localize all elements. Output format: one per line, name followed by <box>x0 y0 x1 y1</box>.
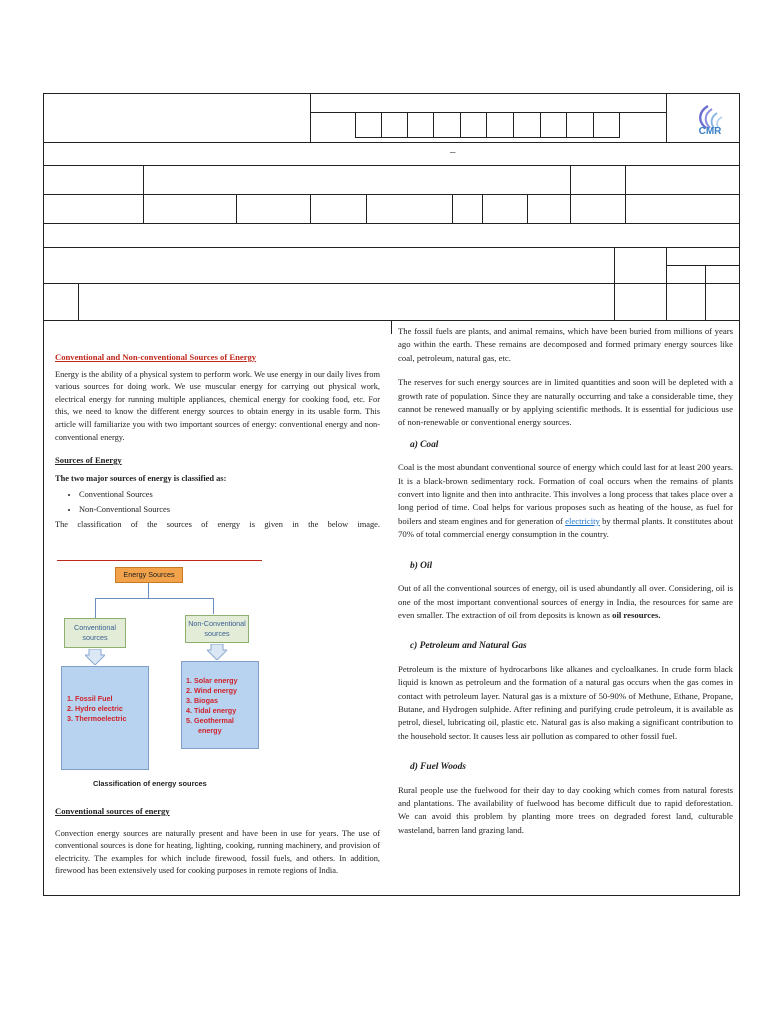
logo-text: CMR <box>698 126 722 137</box>
dash-mark: – <box>450 146 456 158</box>
sources-heading: Sources of Energy <box>55 455 122 466</box>
table-line <box>310 93 311 142</box>
table-line <box>355 137 620 138</box>
fuelwood-paragraph: Rural people use the fuelwood for their day to day cooking which comes from natural forests and plantations. The availability of fuelwood has become difficult due to rapid deforestation. We can avoid this problem by planting more trees on degraded forest land, culturable wasteland, barren land grazing land. <box>398 784 733 835</box>
fossil-paragraph: The fossil fuels are plants, and animal remains, which have been buried from millions of years ago within the earth. These remains are decomposed and formed primary energy sources like coal, petroleum, natural gas, etc. <box>398 326 733 363</box>
table-line <box>310 112 666 113</box>
conventional-heading: Conventional sources of energy <box>55 806 170 816</box>
table-line <box>78 283 79 320</box>
table-line <box>619 112 620 137</box>
table-line <box>666 247 667 320</box>
table-line <box>43 283 740 284</box>
non-conventional-list-box <box>181 661 259 749</box>
oil-paragraph: Out of all the conventional sources of energy, oil is used abundantly all over. Considering, oil is one of the most important conventional sources of energy in India, the resources for same are even smaller. The extraction of oil from deposits is known as oil resources. <box>398 583 733 620</box>
table-line <box>43 142 740 143</box>
table-line <box>614 247 615 320</box>
list-item: • Non-Conventional Sources <box>79 504 380 517</box>
connector <box>213 598 214 614</box>
connector <box>95 598 213 599</box>
sources-list <box>55 489 380 516</box>
table-line <box>43 247 740 248</box>
list-item: 3. Thermoelectric <box>67 714 127 723</box>
cmr-logo <box>684 102 736 142</box>
list-item: 3. Biogas <box>186 696 218 705</box>
list-item: energy <box>198 726 222 735</box>
diagram-top-rule <box>57 560 262 561</box>
table-line <box>460 112 461 137</box>
reserves-paragraph: The reserves for such energy sources are in limited quantities and soon will be depleted with a growth rate of population. Since they are naturally occurring and take a considerable time, they cannot be renewed manually or by applying scientific methods. It is essential for judicious use of non-renewable or conventional energy sources. <box>398 377 733 428</box>
table-line <box>527 194 528 223</box>
list-item: 2. Wind energy <box>186 686 238 695</box>
non-conventional-box: Non-Conventional sources <box>185 615 249 643</box>
intro-paragraph: Energy is the ability of a physical system to perform work. We use energy in our daily lives from various sources for doing work. We use muscular energy for carrying out physical work, electrical energy for running multiple appliances, chemical energy for cooking food, etc. For this, we need to know the different energy sources to obtain energy in its usable form. This article will familiarize you with two important sources of energy: conventional energy and non-conventional energy. <box>55 369 380 442</box>
conventional-section <box>55 805 380 878</box>
connector <box>148 583 149 599</box>
table-line <box>593 112 594 137</box>
table-line <box>666 265 740 266</box>
section-title: Conventional and Non-conventional Sources of Energy <box>55 352 257 362</box>
fuelwood-heading: d) Fuel Woods <box>410 762 466 773</box>
table-line <box>391 320 392 334</box>
list-item: 4. Tidal energy <box>186 706 237 715</box>
table-line <box>705 265 706 320</box>
table-line <box>381 112 382 137</box>
table-line <box>236 194 237 223</box>
oil-heading: b) Oil <box>410 560 433 571</box>
list-item: 1. Fossil Fuel <box>67 694 113 703</box>
list-item: 5. Geothermal <box>186 716 234 725</box>
table-line <box>355 112 356 137</box>
table-line <box>43 223 740 224</box>
table-line <box>540 112 541 137</box>
table-line <box>570 165 571 223</box>
electricity-link[interactable]: electricity <box>565 515 600 526</box>
classification-text: The classification of the sources of energy is given in the below image. <box>55 519 380 529</box>
conventional-paragraph: Convection energy sources are naturally present and have been in use for years. The use of conventional sources is done for heating, lighting, cooking, running machinery, and provision of electricity. The examples for which include firewood, fossil fuels, and others. In addition, firewood has been extensively used for cooking purposes in remote regions of India. <box>55 828 380 876</box>
table-line <box>625 165 626 223</box>
arrow-down-icon <box>207 644 227 660</box>
table-line <box>566 112 567 137</box>
coal-paragraph: Coal is the most abundant conventional source of energy which could last for at least 200 years. It is a black-brown sedimentary rock. Formation of coal occurs when the remains of plants convert into lignite and then into anthracite. This involves a long process that takes place over a long period of time. Coal helps for various proposes such as heating of the house, as fuel for boilers and steam engines and for generation of electricity by thermal plants. It constitutes about 70% of total commercial energy consumption in the country. <box>398 462 733 540</box>
table-line <box>486 112 487 137</box>
connector <box>95 598 96 618</box>
table-line <box>310 194 311 223</box>
table-line <box>143 165 144 223</box>
left-column <box>55 351 380 531</box>
table-line <box>666 93 667 142</box>
list-item: 1. Solar energy <box>186 676 238 685</box>
coal-heading: a) Coal <box>410 439 439 450</box>
energy-classification-diagram <box>57 560 262 795</box>
conventional-list-box <box>61 666 149 770</box>
classified-text: The two major sources of energy is classified as: <box>55 473 227 483</box>
table-line <box>407 112 408 137</box>
table-line <box>513 112 514 137</box>
arrow-down-icon <box>85 649 105 665</box>
diagram-caption: Classification of energy sources <box>93 779 207 788</box>
table-line <box>452 194 453 223</box>
table-line <box>482 194 483 223</box>
table-line <box>366 194 367 223</box>
right-column <box>398 325 733 837</box>
list-item: • Conventional Sources <box>79 489 380 502</box>
energy-sources-box: Energy Sources <box>115 567 183 583</box>
petroleum-paragraph: Petroleum is the mixture of hydrocarbons like alkanes and cycloalkanes. In crude form black liquid is known as petroleum and the formation of a natural gas occurs when the gas comes in contact with petroleum layer. Natural gas is a mixture of 50-90% of Methune, Ethane, Propane, Butane, and Hydrogen sulphide. After refining and purifying crude petroleum, it is available as petrol, diesel, lubricating oil, plastic etc. Natural gas is also making a significant contribution to the household sector. It causes less air pollution as compared to other fossil fuel. <box>398 663 733 741</box>
table-line <box>433 112 434 137</box>
petroleum-heading: c) Petroleum and Natural Gas <box>410 641 527 652</box>
table-line <box>43 194 740 195</box>
table-line <box>43 165 740 166</box>
list-item: 2. Hydro electric <box>67 704 123 713</box>
conventional-box: Conventional sources <box>64 618 126 648</box>
